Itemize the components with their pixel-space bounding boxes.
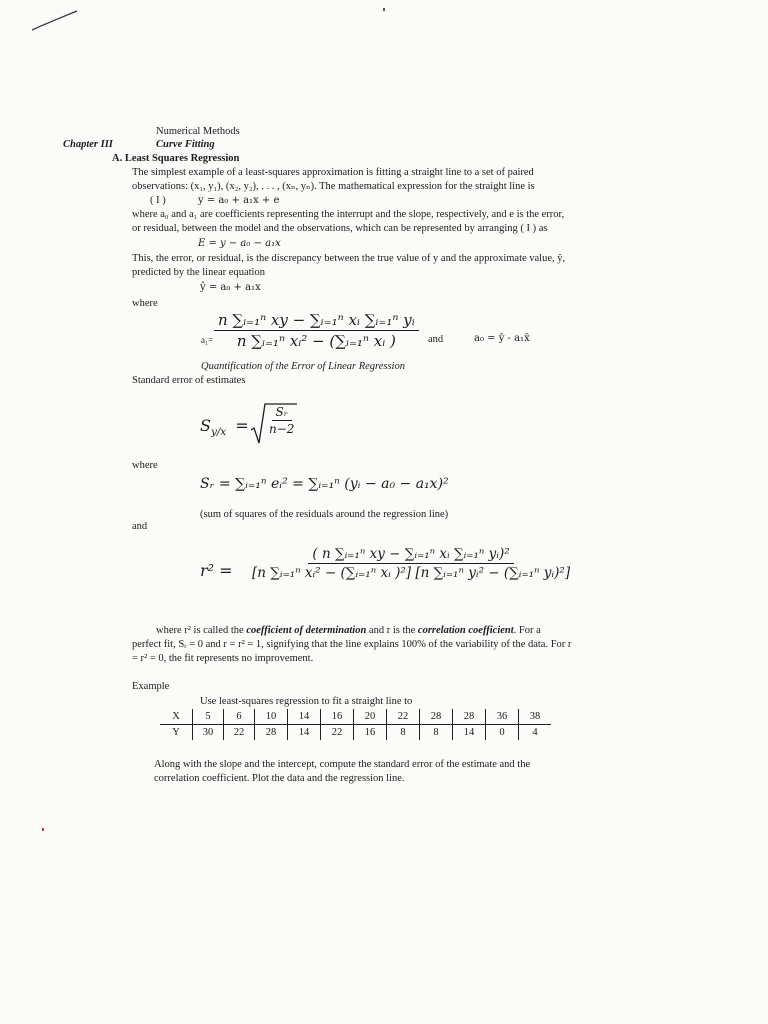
paragraph-line: observations: (x₁, y₁), (x₂, y₂), . . . , (xₙ, yₙ). The mathematical expression for the straight line is bbox=[132, 181, 535, 192]
table-cell: 28 bbox=[255, 725, 288, 741]
equation-line: y = a₀ + a₁x + e bbox=[198, 195, 280, 206]
course-title: Numerical Methods bbox=[156, 126, 240, 137]
sr-note: (sum of squares of the residuals around the regression line) bbox=[200, 509, 449, 520]
table-cell: 16 bbox=[354, 725, 387, 741]
table-cell: 6 bbox=[224, 709, 255, 725]
scan-speck bbox=[383, 8, 385, 11]
table-cell: 38 bbox=[519, 709, 552, 725]
subheading: Quantification of the Error of Linear Regression bbox=[201, 361, 405, 372]
table-cell: 14 bbox=[288, 725, 321, 741]
scan-speck bbox=[42, 828, 44, 831]
intercept-formula: a₀ = ȳ - a₁x̄ bbox=[474, 333, 530, 344]
chapter-label: Chapter III bbox=[63, 139, 113, 150]
paragraph-line: where a₀ and a₁ are coefficients representing the interrupt and the slope, respectively, and e is the error, bbox=[132, 209, 565, 220]
slope-numerator: n ∑ᵢ₌₁ⁿ xy − ∑ᵢ₌₁ⁿ xᵢ ∑ᵢ₌₁ⁿ yᵢ bbox=[214, 311, 419, 331]
paragraph-line: = r² = 0, the fit represents no improvement. bbox=[132, 653, 314, 664]
table-cell: 8 bbox=[387, 725, 420, 741]
error-equation: E = y − a₀ − a₁x bbox=[198, 238, 281, 249]
equation-label: ( I ) bbox=[150, 195, 166, 206]
r2-formula bbox=[248, 546, 574, 581]
paragraph-line: This, the error, or residual, is the discrepancy between the true value of y and the approximate value, ŷ, bbox=[132, 253, 566, 264]
sr-formula: Sᵣ = ∑ᵢ₌₁ⁿ eᵢ² = ∑ᵢ₌₁ⁿ (yᵢ − a₀ − a₁x)² bbox=[200, 476, 449, 492]
table-cell: 14 bbox=[288, 709, 321, 725]
table-cell: 14 bbox=[453, 725, 486, 741]
table-cell: 22 bbox=[321, 725, 354, 741]
chapter-title: Curve Fitting bbox=[156, 139, 215, 150]
table-cell: 16 bbox=[321, 709, 354, 725]
where-label: where bbox=[132, 298, 158, 309]
paragraph-line: where r² is called the coefficient of determination and r is the correlation coefficient. For a bbox=[156, 625, 541, 636]
table-cell: 20 bbox=[354, 709, 387, 725]
slope-formula bbox=[214, 311, 419, 350]
table-cell: 0 bbox=[486, 725, 519, 741]
std-error-label: Standard error of estimates bbox=[132, 375, 246, 386]
r2-denominator: [n ∑ᵢ₌₁ⁿ xᵢ² − (∑ᵢ₌₁ⁿ xᵢ )²] [n ∑ᵢ₌₁ⁿ yᵢ² − (∑ᵢ₌₁ⁿ yᵢ)²] bbox=[252, 565, 571, 581]
table-row-x bbox=[160, 709, 551, 725]
term-correlation-coefficient: correlation coefficient bbox=[417, 625, 514, 636]
table-cell: 8 bbox=[420, 725, 453, 741]
table-cell: 10 bbox=[255, 709, 288, 725]
r2-numerator: ( n ∑ᵢ₌₁ⁿ xy − ∑ᵢ₌₁ⁿ xᵢ ∑ᵢ₌₁ⁿ yᵢ)² bbox=[308, 546, 513, 564]
row-label: Y bbox=[172, 727, 180, 738]
table-cell: 30 bbox=[193, 725, 224, 741]
table-row-y bbox=[160, 725, 551, 741]
paragraph-line: or residual, between the model and the observations, which can be represented by arranging ( I ) as bbox=[132, 223, 548, 234]
table-cell: 4 bbox=[519, 725, 552, 741]
paragraph-line: perfect fit, Sᵣ = 0 and r = r² = 1, signifying that the line explains 100% of the variability of the data. For r bbox=[132, 639, 572, 650]
table-cell: 22 bbox=[387, 709, 420, 725]
section-heading: A. Least Squares Regression bbox=[112, 153, 240, 164]
paragraph-line: The simplest example of a least-squares approximation is fitting a straight line to a set of paired bbox=[132, 167, 534, 178]
table-cell: 28 bbox=[420, 709, 453, 725]
std-error-fraction: $\frac{\text{Sᵣ}}{n-2}$ bbox=[269, 405, 295, 436]
slope-denominator: n ∑ᵢ₌₁ⁿ xᵢ² − (∑ᵢ₌₁ⁿ xᵢ ) bbox=[236, 332, 396, 350]
data-table bbox=[160, 709, 551, 740]
task-line: Along with the slope and the intercept, compute the standard error of the estimate and the bbox=[154, 759, 531, 770]
a1-label: a₁= bbox=[201, 335, 214, 345]
paragraph-line: predicted by the linear equation bbox=[132, 267, 265, 278]
table-cell: 36 bbox=[486, 709, 519, 725]
r2-lhs: r² = bbox=[200, 561, 233, 580]
pen-stroke-mark bbox=[30, 8, 80, 34]
table-cell: 28 bbox=[453, 709, 486, 725]
table-cell: 5 bbox=[193, 709, 224, 725]
row-label: X bbox=[160, 709, 193, 725]
example-label: Example bbox=[132, 681, 170, 692]
and-label: and bbox=[428, 334, 444, 345]
task-line: correlation coefficient. Plot the data and the regression line. bbox=[154, 773, 405, 784]
table-cell: 22 bbox=[224, 725, 255, 741]
std-error-lhs: $S_{y/x}$ = bbox=[200, 416, 249, 439]
and-label: and bbox=[132, 521, 148, 532]
example-intro: Use least-squares regression to fit a straight line to bbox=[200, 696, 413, 707]
where-label: where bbox=[132, 460, 158, 471]
predicted-equation: ŷ = a₀ + a₁x bbox=[200, 282, 261, 293]
term-coefficient-of-determination: coefficient of determination bbox=[246, 625, 367, 636]
